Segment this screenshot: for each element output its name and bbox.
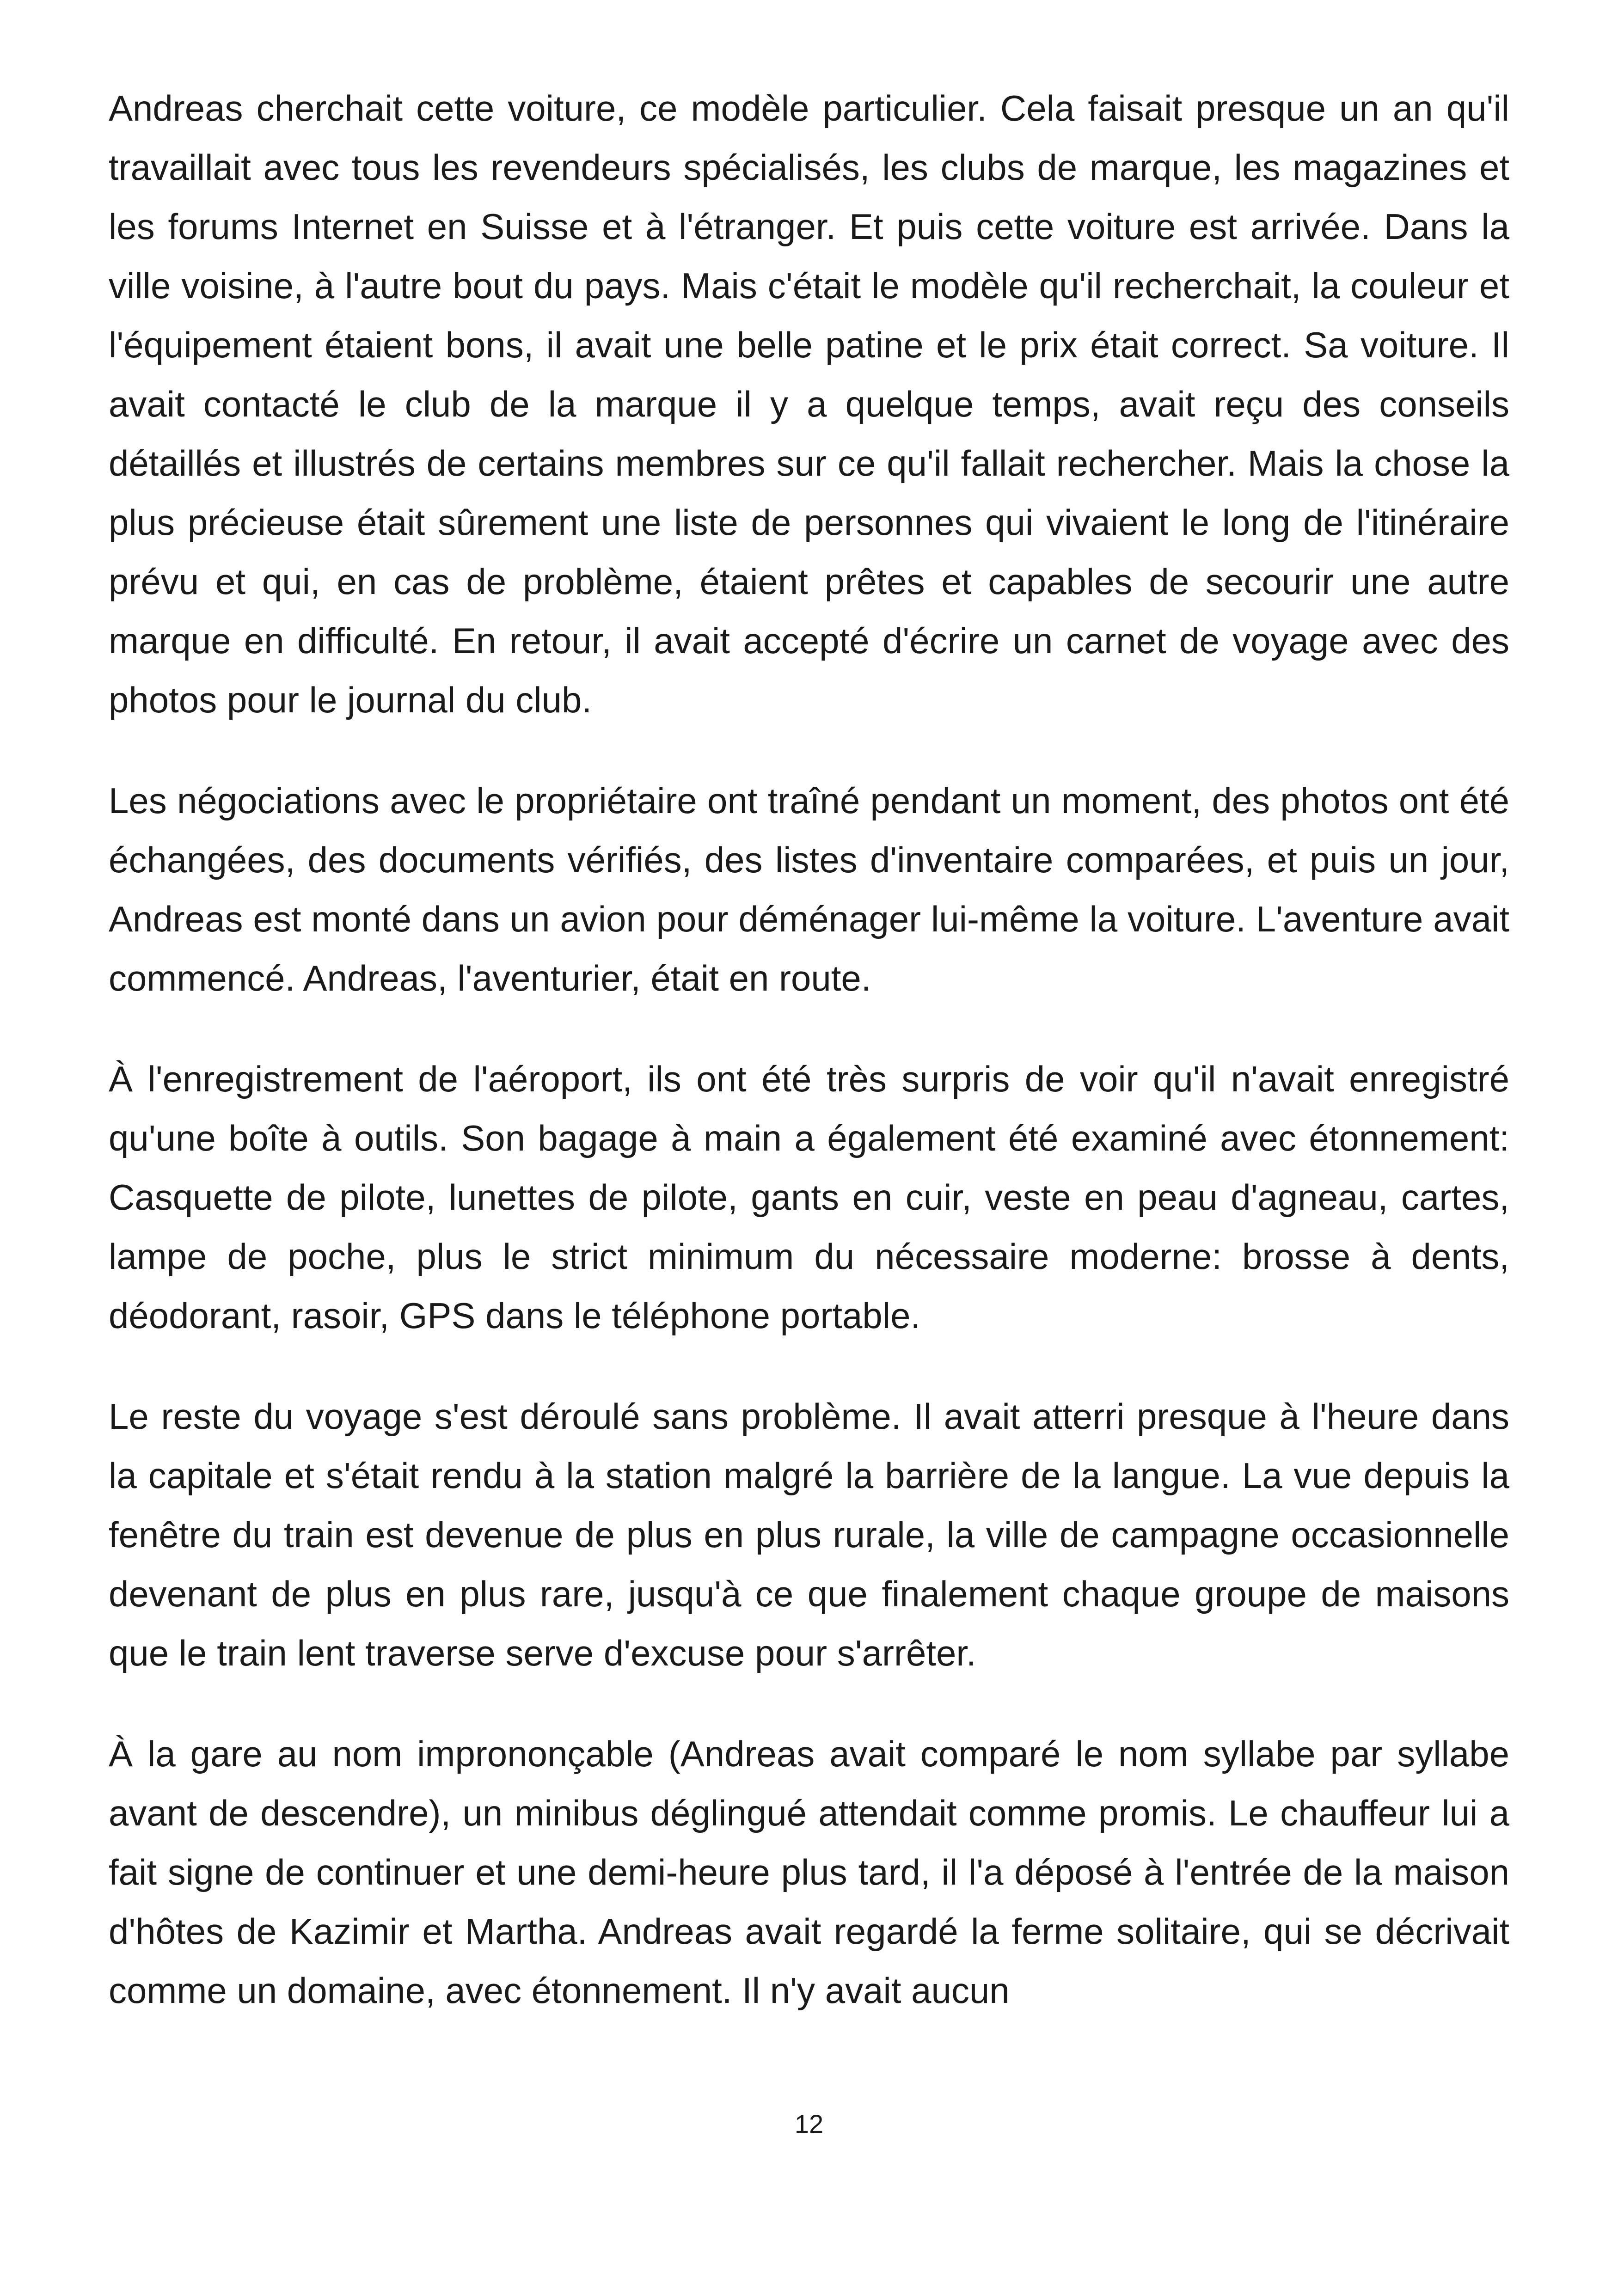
paragraph-2: Les négociations avec le propriétaire ont traîné pendant un moment, des photos ont été échangées, des documents vérifiés, des listes d'inventaire comparées, et puis un jour, Andreas est monté dans un avion pour déménager lui-même la voiture. L'aventure avait commencé. Andreas, l'aventurier, était en route.: [109, 780, 1509, 998]
body-text: [109, 79, 1509, 2020]
page-number: 12: [794, 2109, 824, 2138]
paragraph-4: Le reste du voyage s'est déroulé sans problème. Il avait atterri presque à l'heure dans la capitale et s'était rendu à la station malgré la barrière de la langue. La vue depuis la fenêtre du train est devenue de plus en plus rurale, la ville de campagne occasionnelle devenant de plus en plus rare, jusqu'à ce que finalement chaque groupe de maisons que le train lent traverse serve d'excuse pour s'arrêter.: [109, 1396, 1509, 1673]
paragraph-5: À la gare au nom imprononçable (Andreas avait comparé le nom syllabe par syllabe avant de descendre), un minibus déglingué attendait comme promis. Le chauffeur lui a fait signe de continuer et une demi-heure plus tard, il l'a déposé à l'entrée de la maison d'hôtes de Kazimir et Martha. Andreas avait regardé la ferme solitaire, qui se décrivait comme un domaine, avec étonnement. Il n'y avait aucun: [109, 1733, 1509, 2011]
paragraph-3: À l'enregistrement de l'aéroport, ils ont été très surpris de voir qu'il n'avait enregistré qu'une boîte à outils. Son bagage à main a également été examiné avec étonnement: Casquette de pilote, lunettes de pilote, gants en cuir, veste en peau d'agneau, cartes, lampe de poche, plus le strict minimum du nécessaire moderne: brosse à dents, déodorant, rasoir, GPS dans le téléphone portable.: [109, 1059, 1509, 1336]
paragraph-1: Andreas cherchait cette voiture, ce modèle particulier. Cela faisait presque un an qu'il travaillait avec tous les revendeurs spécialisés, les clubs de marque, les magazines et les forums Internet en Suisse et à l'étranger. Et puis cette voiture est arrivée. Dans la ville voisine, à l'autre bout du pays. Mais c'était le modèle qu'il recherchait, la couleur et l'équipement étaient bons, il avait une belle patine et le prix était correct. Sa voiture. Il avait contacté le club de la marque il y a quelque temps, avait reçu des conseils détaillés et illustrés de certains membres sur ce qu'il fallait rechercher. Mais la chose la plus précieuse était sûrement une liste de personnes qui vivaient le long de l'itinéraire prévu et qui, en cas de problème, étaient prêtes et capables de secourir une autre marque en difficulté. En retour, il avait accepté d'écrire un carnet de voyage avec des photos pour le journal du club.: [109, 88, 1509, 720]
